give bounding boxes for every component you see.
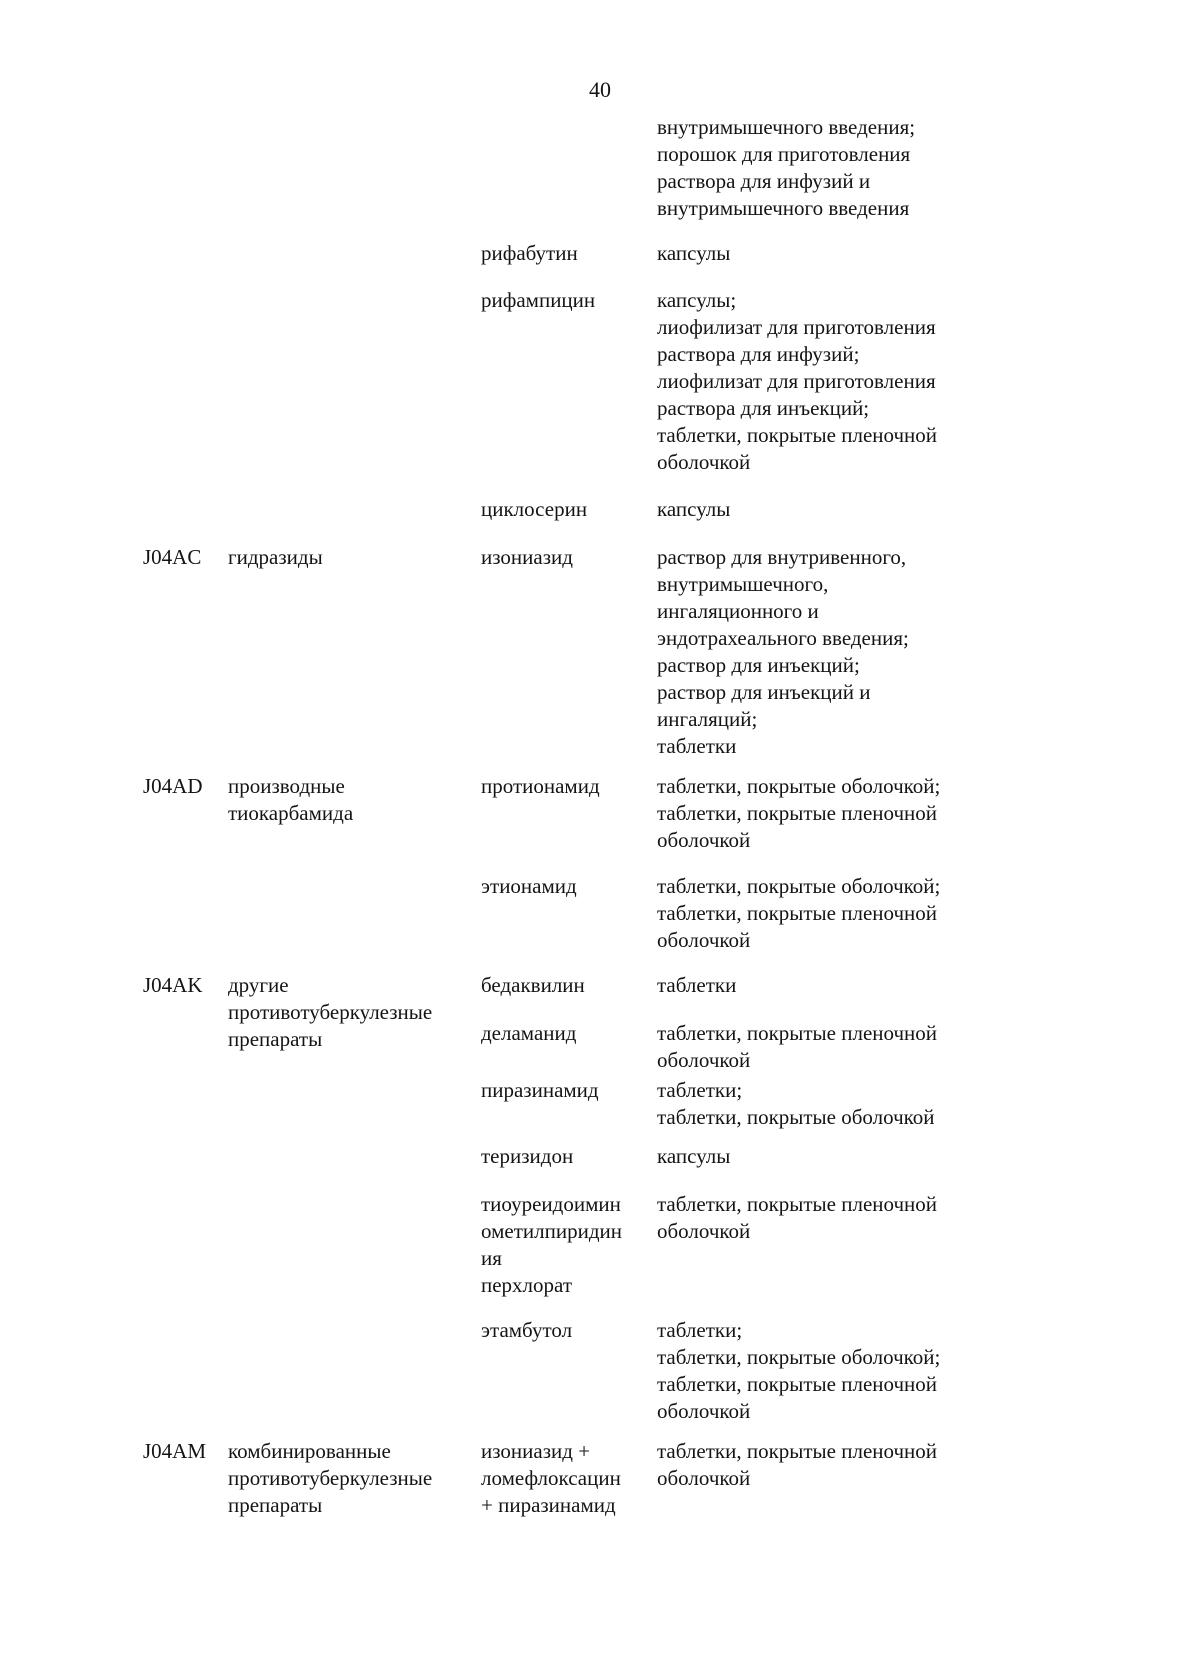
dosage-form-cell: таблетки, покрытые пленочной оболочкой: [657, 1192, 938, 1243]
drug-name-cell: изониазид + ломефлоксацин + пиразинамид: [481, 1439, 621, 1517]
dosage-form-cell: таблетки, покрытые оболочкой; таблетки, покрытые пленочной оболочкой: [657, 874, 941, 952]
atc-code-cell: J04AC: [143, 545, 202, 569]
group-name-cell: другие противотуберкулезные препараты: [228, 973, 433, 1051]
page-number: 40: [589, 77, 611, 102]
dosage-form-cell: раствор для внутривенного, внутримышечного, ингаляционного и эндотрахеального введения; раствор для инъекций; раствор для инъекций и ингаляций; таблетки: [657, 545, 909, 758]
dosage-form-cell: внутримышечного введения; порошок для приготовления раствора для инфузий и внутримышечного введения: [657, 115, 916, 220]
drug-name-cell: теризидон: [481, 1144, 574, 1168]
group-name-cell: гидразиды: [228, 545, 323, 569]
atc-code-cell: J04AD: [143, 774, 203, 798]
dosage-form-cell: таблетки, покрытые оболочкой; таблетки, покрытые пленочной оболочкой: [657, 774, 941, 852]
drug-name-cell: этамбутол: [481, 1318, 573, 1342]
dosage-form-cell: таблетки: [657, 973, 737, 997]
dosage-form-cell: таблетки; таблетки, покрытые оболочкой: [657, 1078, 935, 1129]
dosage-form-cell: таблетки, покрытые пленочной оболочкой: [657, 1021, 938, 1072]
dosage-form-cell: таблетки, покрытые пленочной оболочкой: [657, 1439, 938, 1490]
dosage-form-cell: таблетки; таблетки, покрытые оболочкой; таблетки, покрытые пленочной оболочкой: [657, 1318, 941, 1423]
drug-name-cell: рифампицин: [481, 288, 596, 312]
group-name-cell: комбинированные противотуберкулезные препараты: [228, 1439, 433, 1517]
dosage-form-cell: капсулы: [657, 1144, 731, 1168]
drug-name-cell: циклосерин: [481, 497, 588, 521]
drug-name-cell: пиразинамид: [481, 1078, 599, 1102]
drug-name-cell: тиоуреидоимин ометилпиридин ия перхлорат: [481, 1192, 622, 1297]
atc-code-cell: J04AM: [143, 1439, 207, 1463]
group-name-cell: производные тиокарбамида: [228, 774, 354, 825]
drug-name-cell: протионамид: [481, 774, 600, 798]
dosage-form-cell: капсулы: [657, 497, 731, 521]
drug-name-cell: изониазид: [481, 545, 573, 569]
atc-code-cell: J04AK: [143, 973, 203, 997]
drug-name-cell: бедаквилин: [481, 973, 585, 997]
drug-name-cell: этионамид: [481, 874, 577, 898]
dosage-form-cell: капсулы: [657, 241, 731, 265]
drug-name-cell: деламанид: [481, 1021, 577, 1045]
drug-name-cell: рифабутин: [481, 241, 578, 265]
dosage-form-cell: капсулы; лиофилизат для приготовления раствора для инфузий; лиофилизат для приготовления раствора для инъекций; таблетки, покрытые пленочной оболочкой: [657, 288, 938, 474]
